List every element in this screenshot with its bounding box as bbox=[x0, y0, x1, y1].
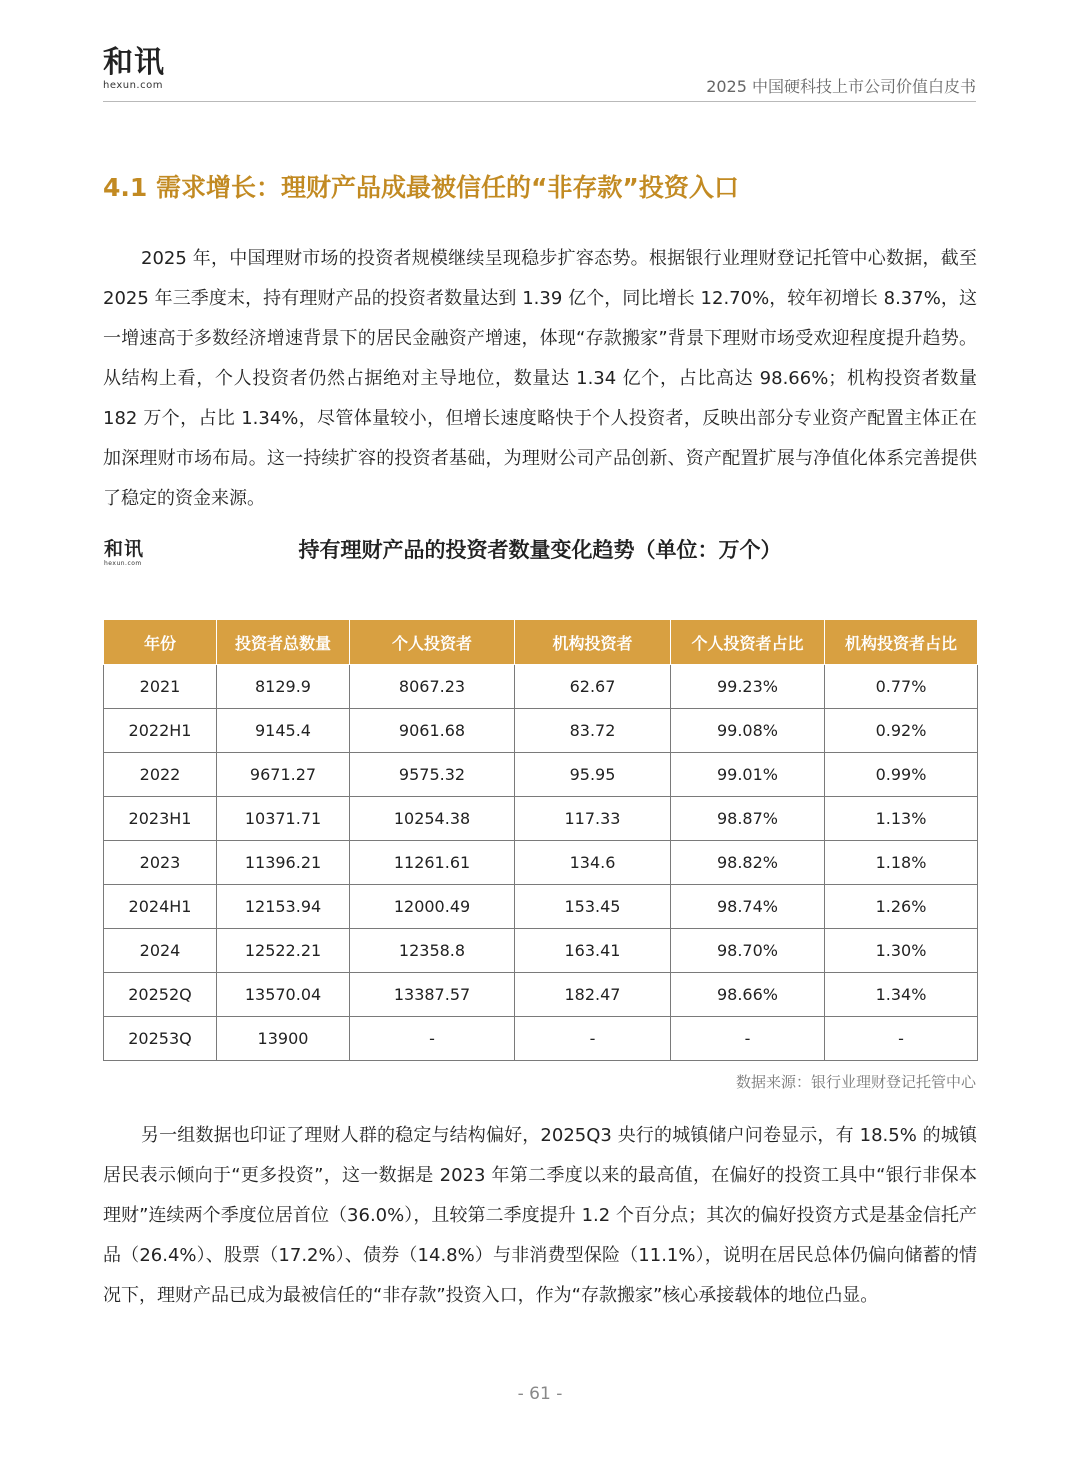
table-cell: 13900 bbox=[217, 1017, 350, 1061]
table-row bbox=[104, 797, 978, 841]
table-cell: 2023H1 bbox=[104, 797, 217, 841]
body-paragraph-2: 另一组数据也印证了理财人群的稳定与结构偏好，2025Q3 央行的城镇储户问卷显示，有 18.5% 的城镇居民表示倾向于“更多投资”，这一数据是 2023 年第二季度以来的最高值，在偏好的投资工具中“银行非保本理财”连续两个季度位居首位（36.0%），且较第二季度提升 1.2 个百分点；其次的偏好投资方式是基金信托产品（26.4%）、股票（17.2%）、债券（14.8%）与非消费型保险（11.1%），说明在居民总体仍偏向储蓄的情况下，理财产品已成为最被信任的“非存款”投资入口，作为“存款搬家”核心承接载体的地位凸显。 bbox=[103, 1125, 977, 1306]
table-cell: 98.82% bbox=[671, 841, 825, 885]
table-logo-wordmark: 和讯 bbox=[104, 538, 145, 560]
table-cell: 13387.57 bbox=[350, 973, 515, 1017]
table-cell: 99.23% bbox=[671, 665, 825, 709]
table-cell: 163.41 bbox=[515, 929, 671, 973]
table-cell: 1.13% bbox=[825, 797, 978, 841]
table-cell: 12358.8 bbox=[350, 929, 515, 973]
table-cell: 13570.04 bbox=[217, 973, 350, 1017]
table-cell: 9575.32 bbox=[350, 753, 515, 797]
column-header: 机构投资者占比 bbox=[825, 620, 978, 665]
table-cell: 1.34% bbox=[825, 973, 978, 1017]
table-cell: 0.99% bbox=[825, 753, 978, 797]
table-cell: 99.08% bbox=[671, 709, 825, 753]
table-cell: 98.70% bbox=[671, 929, 825, 973]
table-cell: 2021 bbox=[104, 665, 217, 709]
table-cell: 1.30% bbox=[825, 929, 978, 973]
table-row bbox=[104, 841, 978, 885]
table-cell: 117.33 bbox=[515, 797, 671, 841]
table-cell: 2022H1 bbox=[104, 709, 217, 753]
table-row bbox=[104, 973, 978, 1017]
table-cell: 2024 bbox=[104, 929, 217, 973]
table-cell: 20253Q bbox=[104, 1017, 217, 1061]
table-cell: 99.01% bbox=[671, 753, 825, 797]
table-cell: - bbox=[350, 1017, 515, 1061]
section-heading: 4.1 需求增长：理财产品成最被信任的“非存款”投资入口 bbox=[103, 173, 739, 202]
logo-wordmark: 和讯 bbox=[103, 45, 165, 80]
table-cell: 153.45 bbox=[515, 885, 671, 929]
table-cell: 2023 bbox=[104, 841, 217, 885]
table-cell: 1.18% bbox=[825, 841, 978, 885]
investor-count-table bbox=[103, 619, 978, 1061]
table-row bbox=[104, 753, 978, 797]
brand-logo bbox=[103, 46, 183, 98]
table-row bbox=[104, 709, 978, 753]
table-cell: 8067.23 bbox=[350, 665, 515, 709]
page-number: - 61 - bbox=[517, 1384, 563, 1404]
table-logo-domain: hexun.com bbox=[104, 560, 142, 567]
table-cell: - bbox=[671, 1017, 825, 1061]
column-header: 个人投资者占比 bbox=[671, 620, 825, 665]
table-title: 持有理财产品的投资者数量变化趋势（单位：万个） bbox=[298, 538, 782, 562]
table-cell: 95.95 bbox=[515, 753, 671, 797]
table-row bbox=[104, 665, 978, 709]
table-cell: 83.72 bbox=[515, 709, 671, 753]
table-cell: 62.67 bbox=[515, 665, 671, 709]
data-source-note: 数据来源：银行业理财登记托管中心 bbox=[735, 1073, 976, 1091]
table-row bbox=[104, 885, 978, 929]
table-row bbox=[104, 929, 978, 973]
document-title: 2025 中国硬科技上市公司价值白皮书 bbox=[706, 77, 976, 96]
column-header: 投资者总数量 bbox=[217, 620, 350, 665]
table-cell: 11261.61 bbox=[350, 841, 515, 885]
logo-domain: hexun.com bbox=[103, 80, 163, 91]
table-cell: 9145.4 bbox=[217, 709, 350, 753]
column-header: 个人投资者 bbox=[350, 620, 515, 665]
table-cell: 9671.27 bbox=[217, 753, 350, 797]
header-divider bbox=[103, 101, 976, 102]
table-cell: - bbox=[825, 1017, 978, 1061]
table-cell: 2022 bbox=[104, 753, 217, 797]
table-cell: 12000.49 bbox=[350, 885, 515, 929]
table-cell: 2024H1 bbox=[104, 885, 217, 929]
table-cell: 98.66% bbox=[671, 973, 825, 1017]
column-header: 机构投资者 bbox=[515, 620, 671, 665]
body-paragraph-1: 2025 年，中国理财市场的投资者规模继续呈现稳步扩容态势。根据银行业理财登记托管中心数据，截至 2025 年三季度末，持有理财产品的投资者数量达到 1.39 亿个，同比增长 12.70%，较年初增长 8.37%，这一增速高于多数经济增速背景下的居民金融资产增速，体现“存款搬家”背景下理财市场受欢迎程度提升趋势。从结构上看，个人投资者仍然占据绝对主导地位，数量达 1.34 亿个，占比高达 98.66%；机构投资者数量 182 万个，占比 1.34%，尽管体量较小，但增长速度略快于个人投资者，反映出部分专业资产配置主体正在加深理财市场布局。这一持续扩容的投资者基础，为理财公司产品创新、资产配置扩展与净值化体系完善提供了稳定的资金来源。 bbox=[103, 248, 977, 509]
column-header: 年份 bbox=[104, 620, 217, 665]
table-row bbox=[104, 1017, 978, 1061]
table-cell: 12522.21 bbox=[217, 929, 350, 973]
table-cell: 134.6 bbox=[515, 841, 671, 885]
table-cell: 10371.71 bbox=[217, 797, 350, 841]
table-cell: 98.87% bbox=[671, 797, 825, 841]
table-cell: 98.74% bbox=[671, 885, 825, 929]
table-header-row bbox=[104, 620, 978, 665]
table-cell: - bbox=[515, 1017, 671, 1061]
table-cell: 20252Q bbox=[104, 973, 217, 1017]
table-cell: 1.26% bbox=[825, 885, 978, 929]
table-cell: 10254.38 bbox=[350, 797, 515, 841]
table-cell: 8129.9 bbox=[217, 665, 350, 709]
table-cell: 11396.21 bbox=[217, 841, 350, 885]
table-cell: 0.92% bbox=[825, 709, 978, 753]
table-cell: 9061.68 bbox=[350, 709, 515, 753]
table-cell: 0.77% bbox=[825, 665, 978, 709]
table-cell: 182.47 bbox=[515, 973, 671, 1017]
table-cell: 12153.94 bbox=[217, 885, 350, 929]
